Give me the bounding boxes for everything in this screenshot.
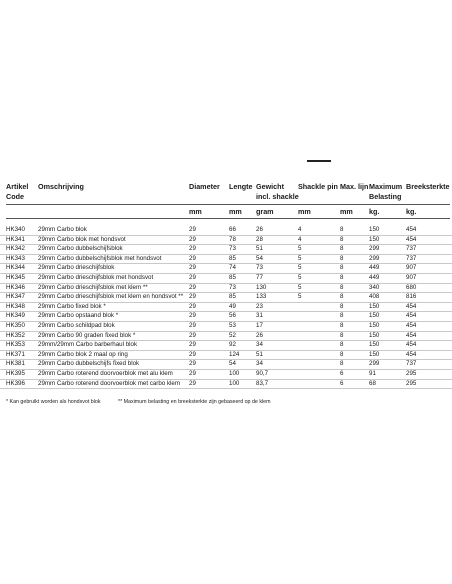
footnote-single-star: * Kan gebruikt worden als hondsvot blok	[6, 399, 101, 405]
cell-max-load: 150	[369, 235, 380, 243]
cell-shackle-pin: 5	[298, 293, 302, 301]
cell-max-load: 150	[369, 302, 380, 310]
unit-diameter: mm	[189, 207, 202, 216]
cell-code: HK353	[6, 341, 25, 349]
cell-description: 29mm Carbo dubbelschijfsblok met hondsvot	[38, 254, 162, 262]
cell-max-line: 8	[340, 321, 344, 329]
units-divider	[6, 218, 450, 219]
cell-code: HK347	[6, 293, 25, 301]
cell-max-load: 150	[369, 331, 380, 339]
table-header	[0, 182, 452, 226]
cell-weight: 26	[256, 226, 263, 233]
cell-description: 29mm Carbo blok met hondsvot	[38, 235, 126, 243]
cell-description: 29mm Carbo drieschijfsblok met klem **	[38, 283, 148, 291]
unit-breaking-strength: kg.	[406, 207, 417, 216]
cell-shackle-pin: 4	[298, 235, 302, 243]
cell-breaking-strength: 454	[406, 341, 417, 349]
cell-length: 56	[229, 312, 236, 320]
cell-code: HK343	[6, 254, 25, 262]
cell-breaking-strength: 737	[406, 245, 417, 253]
table-row	[0, 332, 452, 342]
cell-diameter: 29	[189, 350, 196, 358]
header-weight: Gewicht incl. shackle	[256, 182, 299, 201]
cell-description: 29mm Carbo schildpad blok	[38, 321, 115, 329]
table-row	[0, 274, 452, 284]
cell-max-load: 449	[369, 273, 380, 281]
cell-description: 29mm Carbo dubbelschijfsblok	[38, 245, 123, 253]
cell-max-line: 8	[340, 350, 344, 358]
cell-max-load: 340	[369, 283, 380, 291]
cell-diameter: 29	[189, 245, 196, 253]
footnote-double-star: ** Maximum belasting en breeksterkte zijn gebaseerd op de klem	[118, 399, 271, 405]
cell-description: 29mm Carbo blok	[38, 226, 87, 233]
cell-diameter: 29	[189, 379, 196, 387]
cell-max-load: 150	[369, 350, 380, 358]
cell-description: 29mm Carbo roterend doorvoerblok met carbo klem	[38, 379, 181, 387]
cell-shackle-pin: 5	[298, 245, 302, 253]
cell-diameter: 29	[189, 293, 196, 301]
table-row	[0, 351, 452, 361]
cell-max-line: 8	[340, 312, 344, 320]
cell-max-load: 68	[369, 379, 376, 387]
cell-max-load: 299	[369, 254, 380, 262]
cell-code: HK395	[6, 369, 25, 377]
cell-breaking-strength: 295	[406, 369, 417, 377]
cell-max-line: 8	[340, 302, 344, 310]
cell-diameter: 29	[189, 273, 196, 281]
cell-diameter: 29	[189, 235, 196, 243]
cell-length: 85	[229, 273, 236, 281]
table-row	[0, 255, 452, 265]
table-row	[0, 322, 452, 332]
table-row	[0, 303, 452, 313]
cell-max-load: 150	[369, 312, 380, 320]
cell-max-load: 299	[369, 245, 380, 253]
cell-description: 29mm Carbo dubbelschijfs fixed blok	[38, 360, 140, 368]
header-breaking-strength: Breeksterkte	[406, 182, 450, 191]
cell-breaking-strength: 454	[406, 321, 417, 329]
cell-breaking-strength: 680	[406, 283, 417, 291]
cell-description: 29mm Carbo roterend doorvoerblok met alu klem	[38, 369, 173, 377]
cell-weight: 51	[256, 245, 263, 253]
cell-weight: 83,7	[256, 379, 269, 387]
cell-length: 66	[229, 226, 236, 233]
cell-length: 49	[229, 302, 236, 310]
table-row	[0, 284, 452, 294]
cell-length: 74	[229, 264, 236, 272]
cell-weight: 133	[256, 293, 267, 301]
cell-max-line: 8	[340, 254, 344, 262]
cell-shackle-pin: 5	[298, 273, 302, 281]
cell-max-load: 449	[369, 264, 380, 272]
table-row	[0, 236, 452, 246]
cell-code: HK346	[6, 283, 25, 291]
cell-max-line: 8	[340, 283, 344, 291]
cell-weight: 51	[256, 350, 263, 358]
cell-weight: 73	[256, 264, 263, 272]
cell-length: 54	[229, 360, 236, 368]
cell-length: 53	[229, 321, 236, 329]
cell-length: 124	[229, 350, 240, 358]
table-row	[0, 341, 452, 351]
cell-max-line: 6	[340, 369, 344, 377]
unit-shackle-pin: mm	[298, 207, 311, 216]
header-length: Lengte	[229, 182, 253, 191]
cell-max-line: 8	[340, 331, 344, 339]
cell-max-line: 6	[340, 379, 344, 387]
header-max-line: Max. lijn	[340, 182, 369, 191]
unit-weight: gram	[256, 207, 274, 216]
cell-max-line: 8	[340, 245, 344, 253]
cell-weight: 28	[256, 235, 263, 243]
cell-breaking-strength: 737	[406, 254, 417, 262]
cell-description: 29mm Carbo blok 2 maal op ring	[38, 350, 128, 358]
table-row	[0, 293, 452, 303]
cell-weight: 77	[256, 273, 263, 281]
cell-shackle-pin: 5	[298, 254, 302, 262]
cell-length: 92	[229, 341, 236, 349]
unit-max-load: kg.	[369, 207, 380, 216]
cell-description: 29mm Carbo fixed blok *	[38, 302, 106, 310]
cell-weight: 31	[256, 312, 263, 320]
cell-diameter: 29	[189, 331, 196, 339]
cell-code: HK348	[6, 302, 25, 310]
cell-max-load: 299	[369, 360, 380, 368]
table-row	[0, 226, 452, 236]
header-divider	[6, 204, 450, 205]
cell-description: 29mm Carbo 90 graden fixed blok *	[38, 331, 136, 339]
cell-code: HK345	[6, 273, 25, 281]
cell-code: HK340	[6, 226, 25, 233]
cell-description: 29mm Carbo opstaand blok *	[38, 312, 119, 320]
cell-shackle-pin: 5	[298, 264, 302, 272]
cell-code: HK371	[6, 350, 25, 358]
cell-diameter: 29	[189, 254, 196, 262]
cell-diameter: 29	[189, 264, 196, 272]
table-row	[0, 264, 452, 274]
unit-length: mm	[229, 207, 242, 216]
cell-length: 85	[229, 293, 236, 301]
cell-diameter: 29	[189, 321, 196, 329]
cell-breaking-strength: 454	[406, 331, 417, 339]
cell-weight: 23	[256, 302, 263, 310]
cell-diameter: 29	[189, 226, 196, 233]
cell-shackle-pin: 4	[298, 226, 302, 233]
cell-weight: 17	[256, 321, 263, 329]
cell-max-load: 150	[369, 321, 380, 329]
cell-code: HK341	[6, 235, 25, 243]
cell-max-load: 408	[369, 293, 380, 301]
cell-breaking-strength: 816	[406, 293, 417, 301]
table-row	[0, 245, 452, 255]
cell-weight: 26	[256, 331, 263, 339]
cell-breaking-strength: 454	[406, 312, 417, 320]
footnotes	[6, 399, 450, 405]
cell-max-line: 8	[340, 226, 344, 233]
cell-length: 85	[229, 254, 236, 262]
cell-code: HK349	[6, 312, 25, 320]
cell-max-load: 150	[369, 226, 380, 233]
cell-weight: 34	[256, 341, 263, 349]
cell-length: 100	[229, 379, 240, 387]
cell-length: 73	[229, 283, 236, 291]
header-diameter: Diameter	[189, 182, 220, 191]
cell-breaking-strength: 907	[406, 264, 417, 272]
cell-diameter: 29	[189, 341, 196, 349]
header-code: Artikel Code	[6, 182, 29, 201]
table-row	[0, 312, 452, 322]
cell-max-load: 150	[369, 341, 380, 349]
decorative-dash	[307, 160, 331, 162]
table-row	[0, 370, 452, 380]
cell-max-line: 8	[340, 264, 344, 272]
cell-diameter: 29	[189, 302, 196, 310]
cell-max-line: 8	[340, 273, 344, 281]
cell-code: HK352	[6, 331, 25, 339]
cell-breaking-strength: 454	[406, 302, 417, 310]
cell-code: HK350	[6, 321, 25, 329]
unit-max-line: mm	[340, 207, 353, 216]
cell-description: 29mm Carbo drieschijfsblok	[38, 264, 115, 272]
cell-weight: 54	[256, 254, 263, 262]
cell-description: 29mm/29mm Carbo barberhaul blok	[38, 341, 138, 349]
cell-diameter: 29	[189, 312, 196, 320]
cell-length: 52	[229, 331, 236, 339]
cell-description: 29mm Carbo drieschijfsblok met hondsvot	[38, 273, 154, 281]
cell-breaking-strength: 737	[406, 360, 417, 368]
cell-diameter: 29	[189, 369, 196, 377]
cell-shackle-pin: 5	[298, 283, 302, 291]
cell-breaking-strength: 454	[406, 235, 417, 243]
cell-breaking-strength: 454	[406, 226, 417, 233]
cell-length: 100	[229, 369, 240, 377]
cell-max-line: 8	[340, 293, 344, 301]
cell-length: 73	[229, 245, 236, 253]
cell-breaking-strength: 454	[406, 350, 417, 358]
header-description: Omschrijving	[38, 182, 84, 191]
cell-max-line: 8	[340, 235, 344, 243]
cell-length: 78	[229, 235, 236, 243]
cell-diameter: 29	[189, 283, 196, 291]
cell-code: HK396	[6, 379, 25, 387]
product-table-body	[0, 226, 452, 389]
cell-code: HK381	[6, 360, 25, 368]
cell-code: HK344	[6, 264, 25, 272]
table-row	[0, 380, 452, 390]
header-shackle-pin: Shackle pin	[298, 182, 338, 191]
cell-diameter: 29	[189, 360, 196, 368]
cell-code: HK342	[6, 245, 25, 253]
cell-max-load: 91	[369, 369, 376, 377]
table-row	[0, 360, 452, 370]
cell-breaking-strength: 907	[406, 273, 417, 281]
cell-max-line: 8	[340, 360, 344, 368]
cell-weight: 130	[256, 283, 267, 291]
header-max-load: Maximum Belasting	[369, 182, 403, 201]
cell-breaking-strength: 295	[406, 379, 417, 387]
cell-weight: 34	[256, 360, 263, 368]
cell-max-line: 8	[340, 341, 344, 349]
cell-description: 29mm Carbo drieschijfsblok met klem en hondsvot **	[38, 293, 184, 301]
cell-weight: 90,7	[256, 369, 269, 377]
